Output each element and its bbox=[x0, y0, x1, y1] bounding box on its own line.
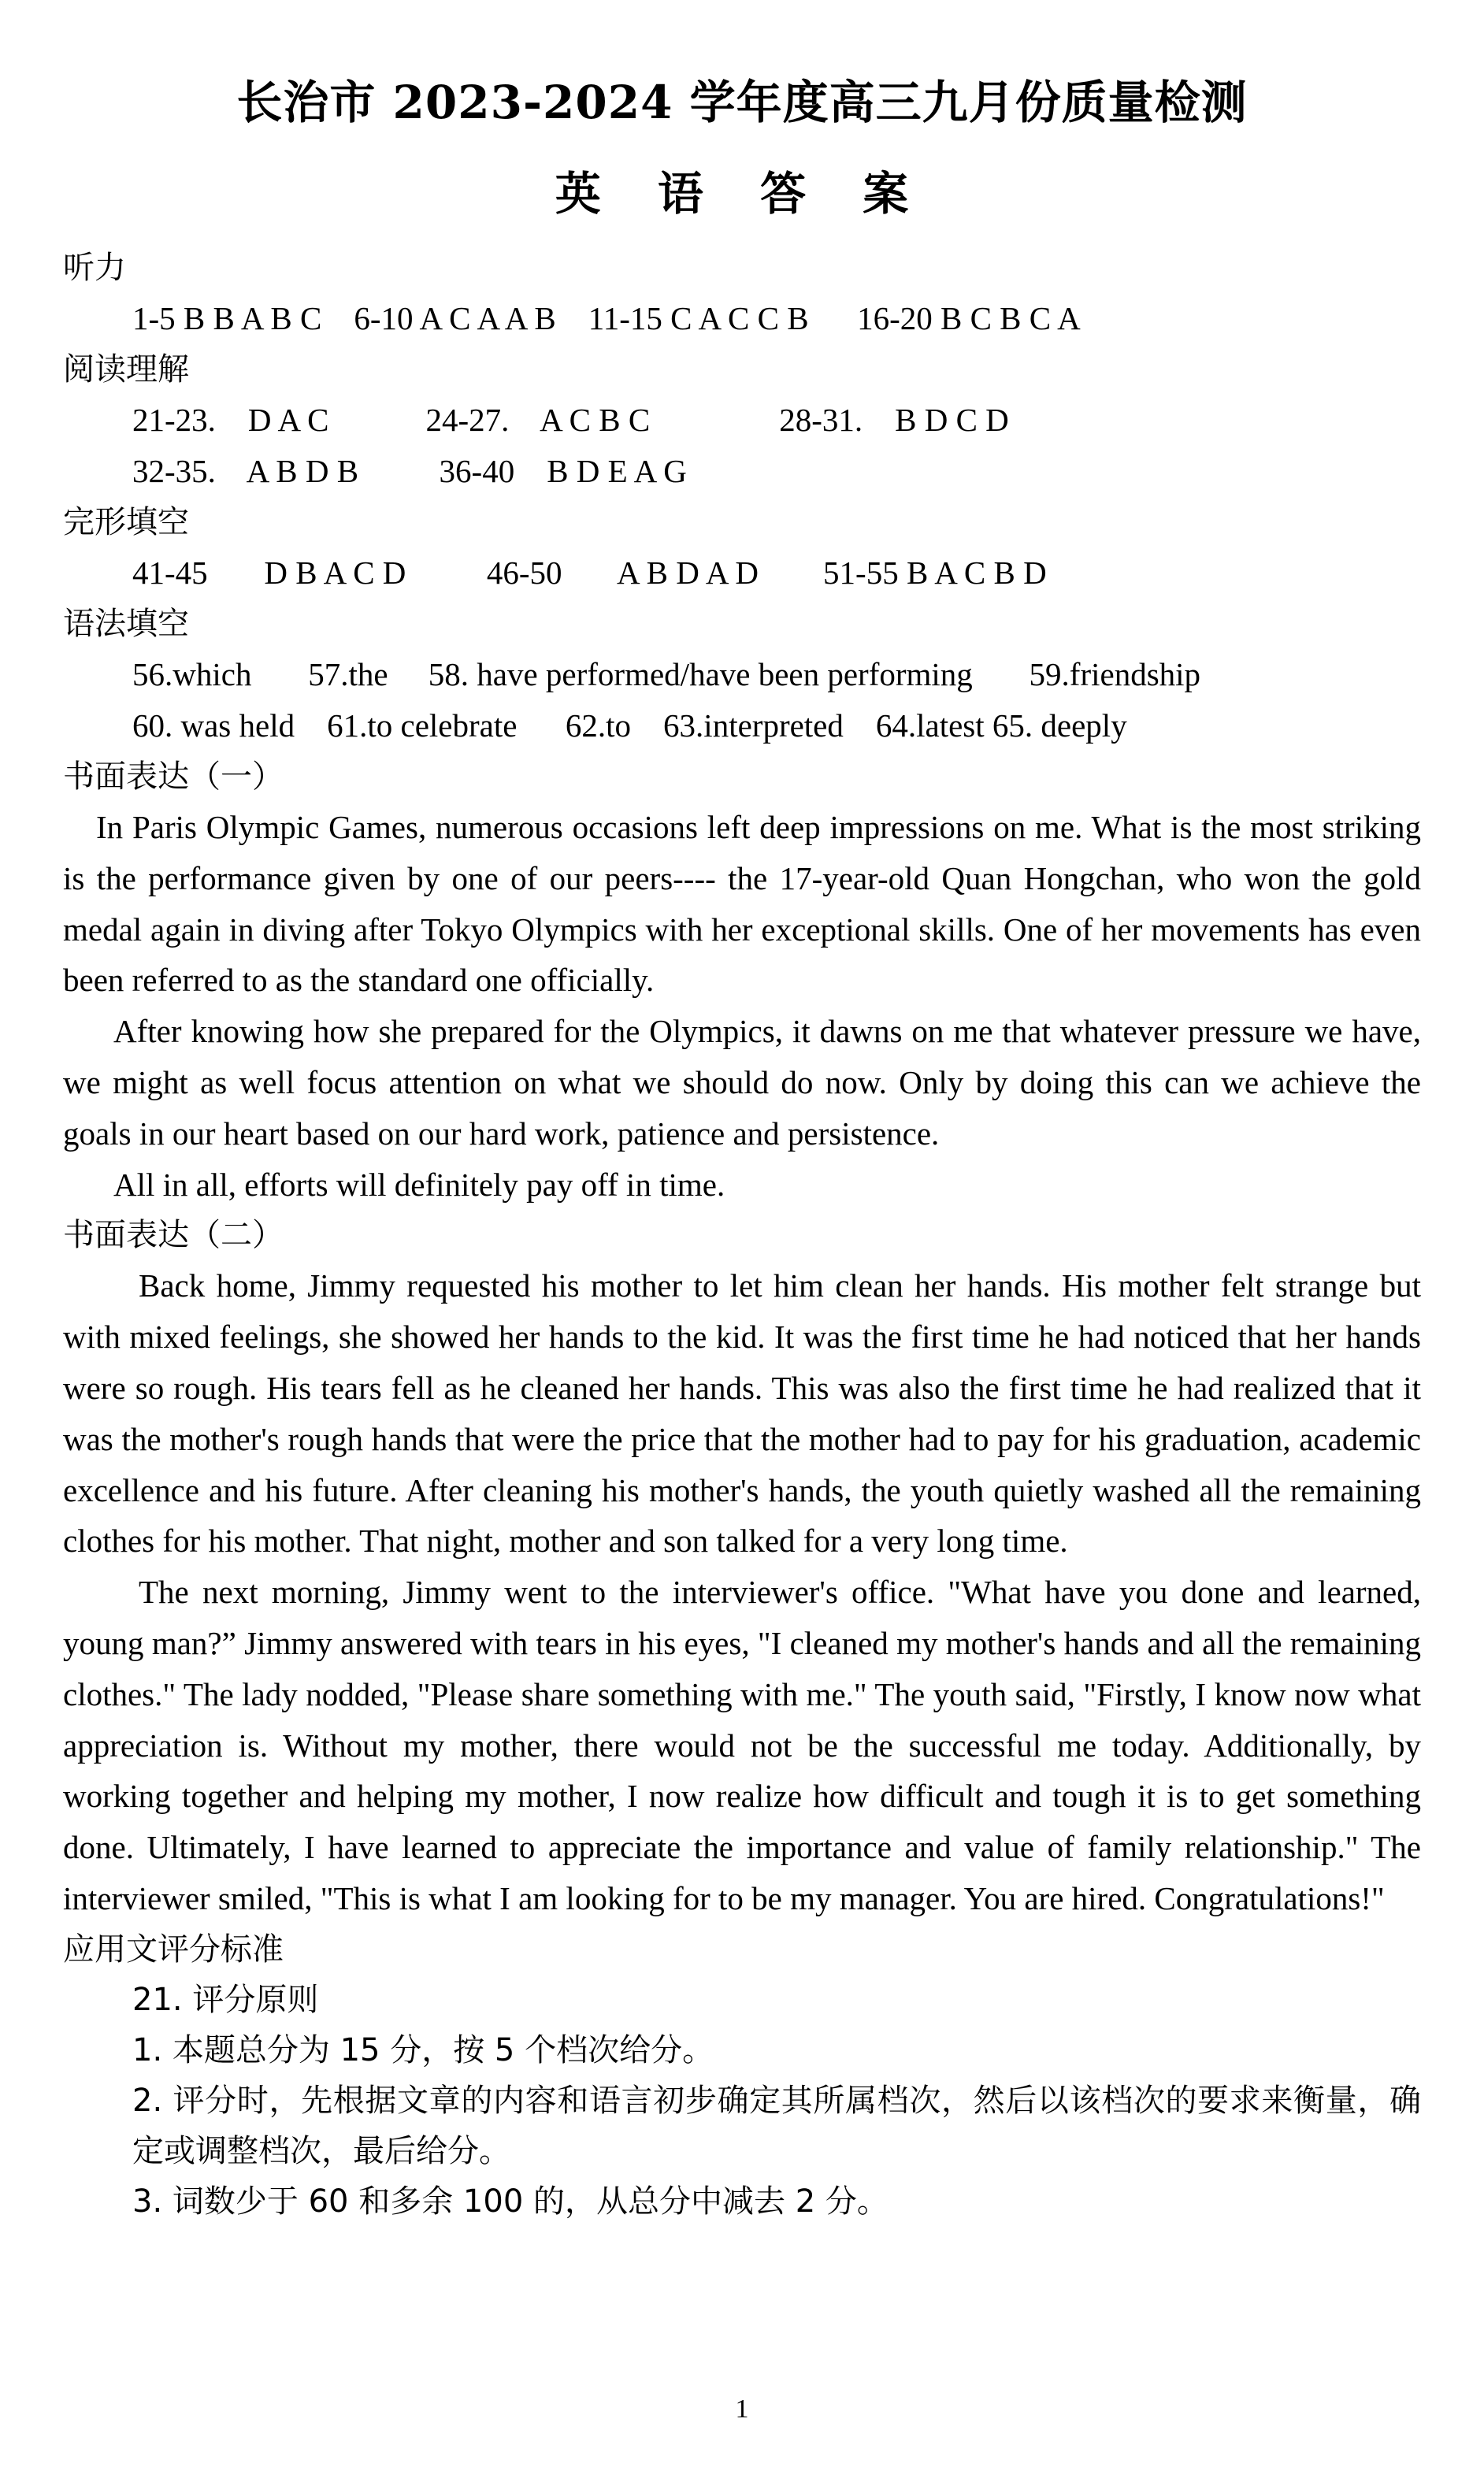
scoring-rule: 1. 本题总分为 15 分，按 5 个档次给分。 bbox=[132, 2031, 714, 2068]
document-page bbox=[63, 71, 1421, 2227]
section-heading-listening: 听力 bbox=[63, 250, 126, 286]
answer-row: 1-5 B B A B C 6-10 A C A A B 11-15 C A C C B 16-20 B C B C A bbox=[132, 300, 1081, 336]
scoring-rule: 2. 评分时，先根据文章的内容和语言初步确定其所属档次，然后以该档次的要求来衡量，确定或调整档次，最后给分。 bbox=[132, 2082, 1421, 2169]
page-number: 1 bbox=[735, 2395, 749, 2424]
essay-paragraph: Back home, Jimmy requested his mother to let him clean her hands. His mother felt strange but with mixed feelings, she showed her hands to the kid. It was the first time he had noticed that her hands were so rough. His tears fell as he cleaned her hands. This was also the first time he had realized that it was the mother's rough hands that were the price that the mother had to pay for his graduation, academic excellence and his future. After cleaning his mother's hands, the youth quietly washed all the remaining clothes for his mother. That night, mother and son talked for a very long time. bbox=[63, 1267, 1421, 1560]
section-heading-reading: 阅读理解 bbox=[63, 351, 189, 388]
answer-row: 60. was held 61.to celebrate 62.to 63.interpreted 64.latest 65. deeply bbox=[132, 707, 1127, 744]
essay-paragraph: The next morning, Jimmy went to the interviewer's office. "What have you done and learned, young man?” Jimmy answered with tears in his eyes, "I cleaned my mother's hands and all the remaining clothes." The lady nodded, "Please share something with me." The youth said, "Firstly, I know now what appreciation is. Without my mother, there would not be the successful me today. Additionally, by working together and helping my mother, I now realize how difficult and tough it is to get something done. Ultimately, I have learned to appreciate the importance and value of family relationship." The interviewer smiled, "This is what I am looking for to be my manager. You are hired. Congratulations!" bbox=[63, 1574, 1421, 1916]
essay-paragraph: After knowing how she prepared for the Olympics, it dawns on me that whatever pressure we have, we might as well focus attention on what we should do now. Only by doing this can we achieve the goals in our heart based on our hard work, patience and persistence. bbox=[63, 1013, 1421, 1152]
answer-row: 32-35. A B D B 36-40 B D E A G bbox=[132, 453, 687, 489]
section-heading-writing-2: 书面表达（二） bbox=[63, 1217, 284, 1254]
page-title: 长治市 2023-2024 学年度高三九月份质量检测 bbox=[236, 76, 1248, 129]
section-heading-writing-1: 书面表达（一） bbox=[63, 759, 284, 795]
answer-row: 41-45 D B A C D 46-50 A B D A D 51-55 B A C B D bbox=[132, 555, 1047, 591]
answer-row: 21-23. D A C 24-27. A C B C 28-31. B D C D bbox=[132, 402, 1009, 438]
section-heading-grammar: 语法填空 bbox=[63, 606, 189, 642]
page-subtitle: 英 语 答 案 bbox=[555, 167, 929, 221]
section-heading-scoring: 应用文评分标准 bbox=[63, 1931, 284, 1968]
essay-paragraph: In Paris Olympic Games, numerous occasions left deep impressions on me. What is the most striking is the performance given by one of our peers---- the 17-year-old Quan Hongchan, who won the gold medal again in diving after Tokyo Olympics with her exceptional skills. One of her movements has even been referred to as the standard one officially. bbox=[63, 809, 1421, 999]
scoring-rule: 21. 评分原则 bbox=[132, 1981, 319, 2018]
section-heading-cloze: 完形填空 bbox=[63, 504, 189, 540]
answer-row: 56.which 57.the 58. have performed/have been performing 59.friendship bbox=[132, 656, 1201, 692]
scoring-rule: 3. 词数少于 60 和多余 100 的，从总分中减去 2 分。 bbox=[132, 2183, 889, 2220]
essay-paragraph: All in all, efforts will definitely pay off in time. bbox=[113, 1166, 725, 1203]
